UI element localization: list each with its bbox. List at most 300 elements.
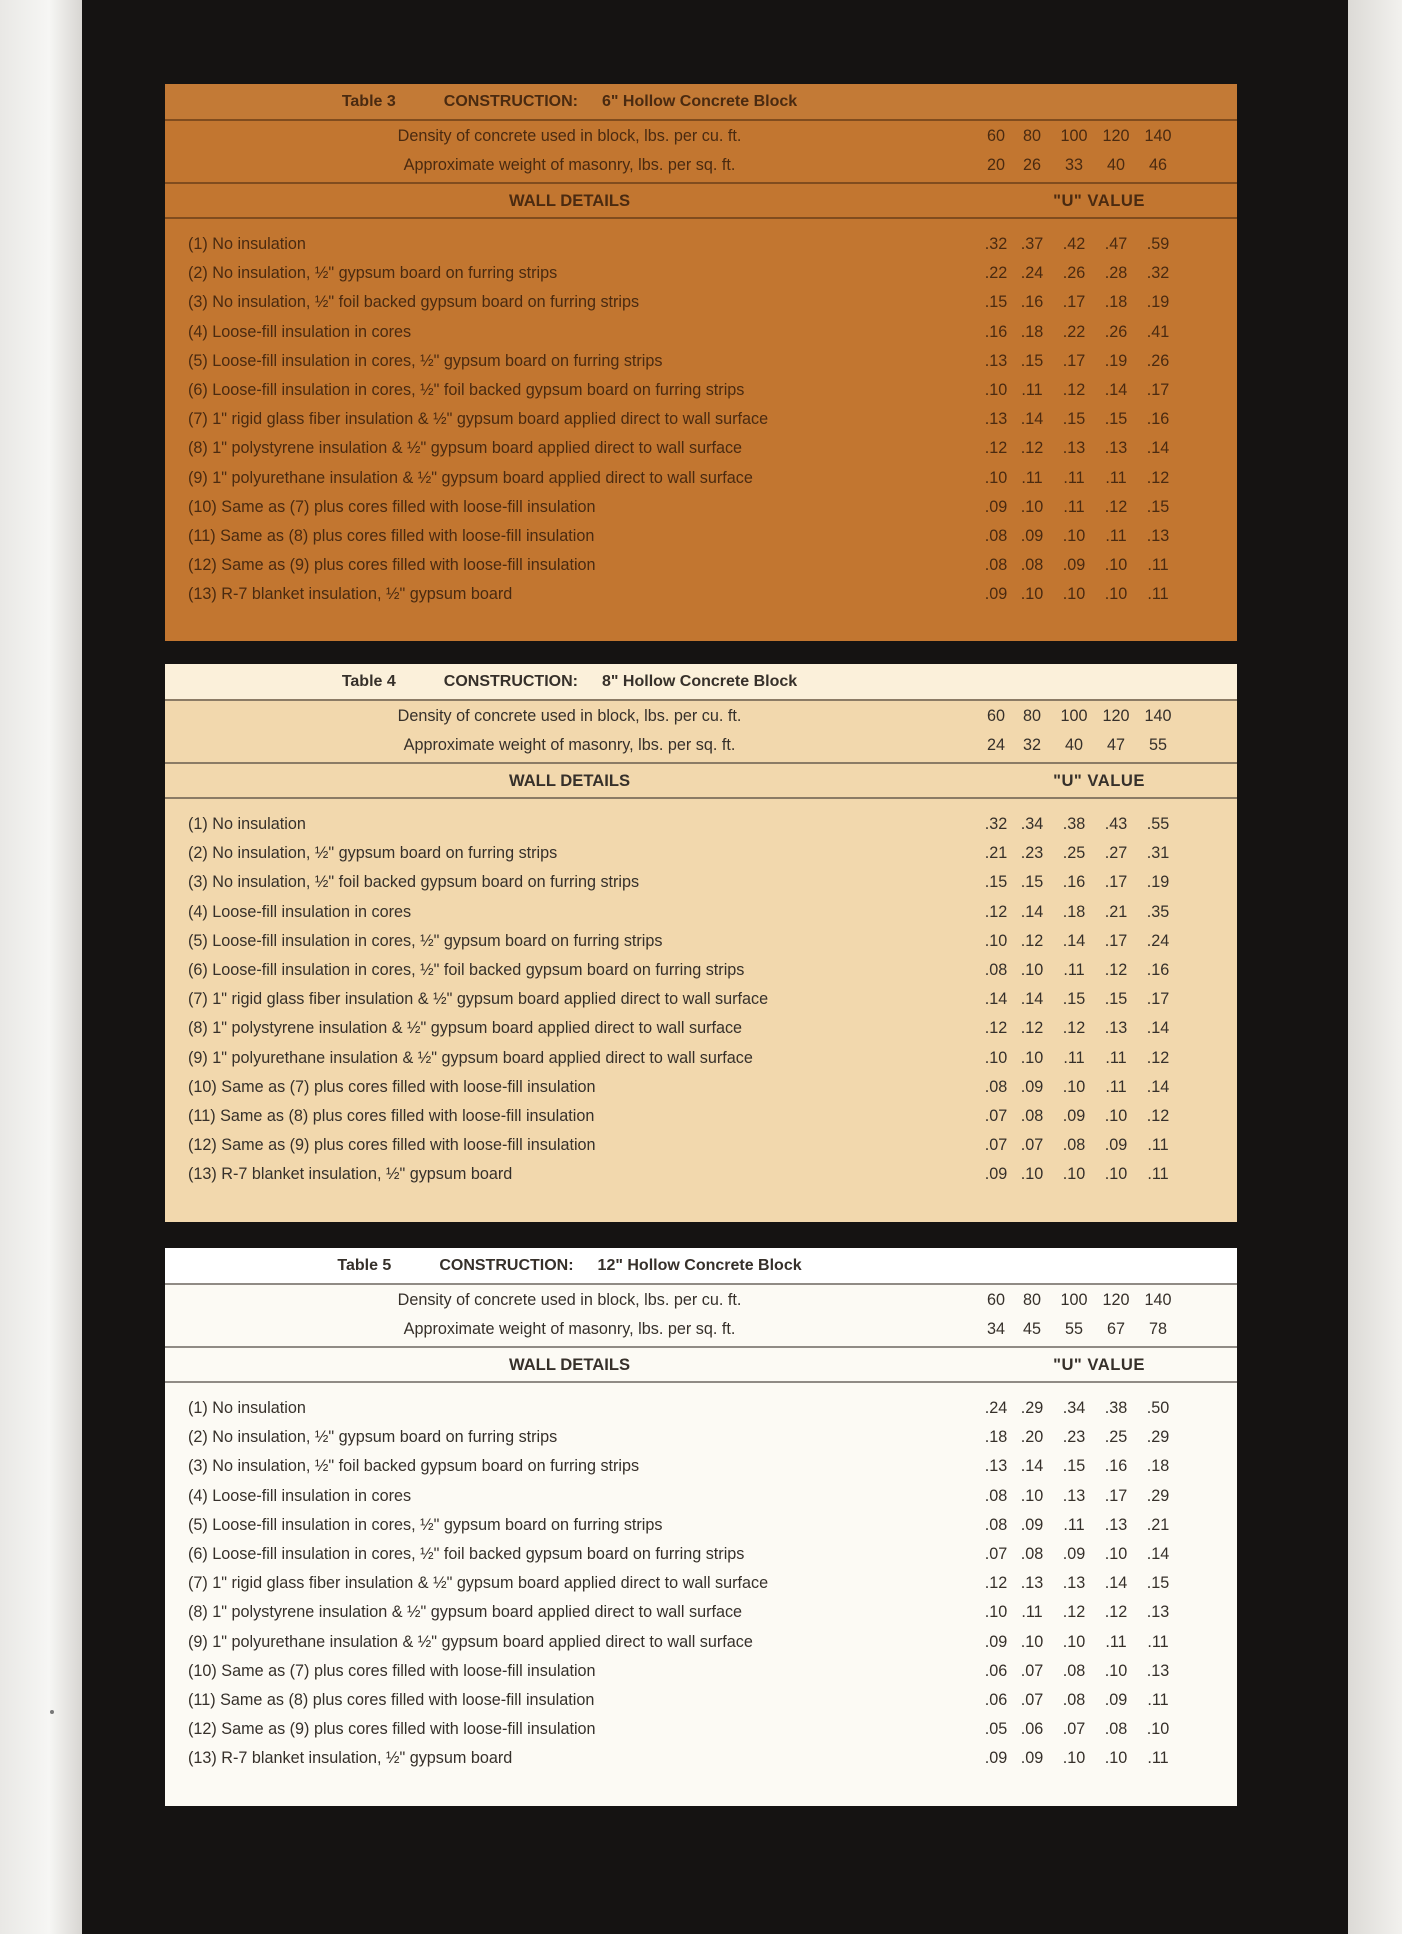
- table-5-panel: [165, 1248, 1237, 1806]
- u-value: .09: [1104, 1690, 1128, 1709]
- u-value: .08: [1062, 1136, 1086, 1155]
- table-number: Table 4: [341, 672, 396, 690]
- weight-label: Approximate weight of masonry, lbs. per sq. ft.: [403, 736, 736, 754]
- u-value: .14: [1104, 380, 1128, 399]
- u-value: .18: [1062, 902, 1086, 921]
- u-value: .18: [1104, 293, 1128, 312]
- u-value: .10: [984, 1048, 1008, 1067]
- u-value: .09: [984, 1632, 1008, 1651]
- table-row: [165, 985, 1237, 1014]
- table-row: [165, 1715, 1237, 1744]
- density-value: 120: [1102, 1291, 1130, 1309]
- density-value: 140: [1144, 127, 1172, 145]
- u-value: .43: [1104, 815, 1128, 833]
- wall-detail: (8) 1" polystyrene insulation & ½" gypsum board applied direct to wall surface: [188, 439, 743, 458]
- u-value: .12: [1062, 1019, 1086, 1038]
- u-value: .08: [984, 1486, 1008, 1505]
- wall-detail: (5) Loose-fill insulation in cores, ½" gypsum board on furring strips: [188, 1515, 663, 1534]
- wall-detail: (6) Loose-fill insulation in cores, ½" foil backed gypsum board on furring strips: [188, 1544, 745, 1563]
- u-value: .37: [1020, 235, 1044, 253]
- table-header-band: [165, 84, 1237, 119]
- u-value: .12: [1104, 497, 1128, 516]
- u-value: .59: [1146, 235, 1170, 253]
- left-page-margin: [0, 0, 82, 1934]
- u-value: .14: [1020, 990, 1044, 1009]
- wall-details-heading: WALL DETAILS: [508, 771, 631, 790]
- table-row: [165, 230, 1237, 259]
- u-value: .06: [1020, 1720, 1044, 1739]
- u-value: .10: [1104, 1106, 1128, 1125]
- u-value: .38: [1104, 1399, 1128, 1417]
- u-value: .07: [984, 1106, 1008, 1125]
- wall-detail: (2) No insulation, ½" gypsum board on furring strips: [188, 264, 558, 283]
- u-value: .35: [1146, 902, 1170, 921]
- u-value: .09: [984, 585, 1008, 604]
- table-row: [165, 288, 1237, 317]
- u-value: .20: [1020, 1428, 1044, 1447]
- wall-detail: (12) Same as (9) plus cores filled with loose-fill insulation: [188, 1136, 596, 1155]
- u-value: .32: [984, 235, 1008, 253]
- wall-detail: (2) No insulation, ½" gypsum board on furring strips: [188, 1428, 558, 1447]
- divider: [165, 1346, 1237, 1348]
- u-value: .23: [1020, 844, 1044, 863]
- density-value: 100: [1060, 707, 1088, 725]
- density-value: 120: [1102, 707, 1130, 725]
- wall-detail: (10) Same as (7) plus cores filled with loose-fill insulation: [188, 1661, 596, 1680]
- wall-detail: (6) Loose-fill insulation in cores, ½" foil backed gypsum board on furring strips: [188, 960, 745, 979]
- u-value: .16: [1146, 410, 1170, 429]
- u-value: .11: [1147, 1749, 1169, 1768]
- u-value: .24: [984, 1399, 1008, 1417]
- table-row: [165, 1482, 1237, 1511]
- u-value: .08: [1020, 1544, 1044, 1563]
- density-value: 140: [1144, 707, 1172, 725]
- wall-detail: (7) 1" rigid glass fiber insulation & ½" gypsum board applied direct to wall surface: [188, 410, 769, 429]
- table-row: [165, 1394, 1237, 1423]
- u-value: .42: [1062, 235, 1086, 253]
- u-value: .16: [1062, 873, 1086, 892]
- wall-detail: (13) R-7 blanket insulation, ½" gypsum board: [188, 585, 513, 604]
- density-label: Density of concrete used in block, lbs. per cu. ft.: [397, 707, 742, 725]
- u-value: .11: [1021, 380, 1043, 399]
- weight-value: 67: [1106, 1320, 1125, 1338]
- table-row: [165, 868, 1237, 897]
- u-value: .12: [1020, 439, 1044, 458]
- u-value: .14: [1020, 902, 1044, 921]
- u-value: .10: [984, 1603, 1008, 1622]
- weight-row: [165, 1315, 1237, 1344]
- table-row: [165, 1423, 1237, 1452]
- u-value: .10: [1104, 1165, 1128, 1184]
- weight-label: Approximate weight of masonry, lbs. per sq. ft.: [403, 1320, 736, 1338]
- u-value: .12: [1104, 960, 1128, 979]
- u-value: .13: [1104, 439, 1128, 458]
- density-value: 120: [1102, 127, 1130, 145]
- weight-value: 45: [1022, 1320, 1041, 1338]
- density-values: [981, 122, 1179, 151]
- u-value: .12: [1020, 1019, 1044, 1038]
- u-value: .24: [1020, 264, 1044, 283]
- construction-value: 12" Hollow Concrete Block: [597, 1256, 802, 1274]
- table-row: [165, 1014, 1237, 1043]
- u-value: .12: [1104, 1603, 1128, 1622]
- u-value: .16: [1020, 293, 1044, 312]
- u-value: .10: [1104, 556, 1128, 575]
- wall-detail: (9) 1" polyurethane insulation & ½" gypsum board applied direct to wall surface: [188, 1048, 753, 1067]
- u-value: .15: [1062, 990, 1086, 1009]
- u-value: .25: [1062, 844, 1086, 863]
- u-value: .16: [1146, 960, 1170, 979]
- u-value: .06: [984, 1661, 1008, 1680]
- wall-detail: (13) R-7 blanket insulation, ½" gypsum board: [188, 1165, 513, 1184]
- u-value: .34: [1020, 815, 1044, 833]
- density-row: [165, 122, 1237, 151]
- table-row: [165, 318, 1237, 347]
- u-value: .12: [984, 1574, 1008, 1593]
- u-value: .09: [1020, 1077, 1044, 1096]
- u-value: .11: [1063, 1515, 1085, 1534]
- u-value: .07: [984, 1136, 1008, 1155]
- u-value: .29: [1146, 1428, 1170, 1447]
- u-value: .17: [1104, 931, 1128, 950]
- table-row: [165, 1073, 1237, 1102]
- u-value: .10: [1020, 585, 1044, 604]
- u-value: .10: [1146, 1720, 1170, 1739]
- u-value: .11: [1063, 1048, 1085, 1067]
- u-value: .10: [984, 931, 1008, 950]
- u-value: .13: [984, 1457, 1008, 1476]
- density-row: [165, 702, 1237, 731]
- u-value: .09: [1062, 1544, 1086, 1563]
- u-value: .11: [1147, 1136, 1169, 1155]
- section-header: [165, 185, 1237, 216]
- u-value: .16: [1104, 1457, 1128, 1476]
- u-value: .13: [1062, 439, 1086, 458]
- density-label: Density of concrete used in block, lbs. per cu. ft.: [397, 1291, 742, 1309]
- wall-detail: (9) 1" polyurethane insulation & ½" gypsum board applied direct to wall surface: [188, 468, 753, 487]
- section-header: [165, 1349, 1237, 1380]
- u-value: .13: [1146, 1661, 1170, 1680]
- u-value: .26: [1062, 264, 1086, 283]
- weight-value: 55: [1148, 736, 1167, 754]
- wall-detail: (2) No insulation, ½" gypsum board on furring strips: [188, 844, 558, 863]
- u-value: .09: [1020, 1749, 1044, 1768]
- wall-detail: (10) Same as (7) plus cores filled with loose-fill insulation: [188, 497, 596, 516]
- u-value: .10: [1104, 1749, 1128, 1768]
- wall-detail: (3) No insulation, ½" foil backed gypsum board on furring strips: [188, 873, 640, 892]
- u-value: .29: [1020, 1399, 1044, 1417]
- table-row: [165, 898, 1237, 927]
- u-value: .07: [1062, 1720, 1086, 1739]
- u-value: .12: [1020, 931, 1044, 950]
- u-value: .15: [984, 293, 1008, 312]
- u-value: .07: [1020, 1690, 1044, 1709]
- weight-value: 26: [1022, 156, 1041, 174]
- wall-detail: (4) Loose-fill insulation in cores: [188, 1486, 412, 1505]
- u-value: .19: [1104, 351, 1128, 370]
- u-value: .16: [984, 322, 1008, 341]
- u-value: .23: [1062, 1428, 1086, 1447]
- table-row: [165, 1686, 1237, 1715]
- divider: [165, 797, 1237, 799]
- wall-detail: (8) 1" polystyrene insulation & ½" gypsum board applied direct to wall surface: [188, 1019, 743, 1038]
- table-row: [165, 522, 1237, 551]
- u-value: .55: [1146, 815, 1170, 833]
- u-value: .15: [1062, 1457, 1086, 1476]
- table-body: [165, 810, 1237, 1189]
- u-value: .08: [1062, 1661, 1086, 1680]
- wall-detail: (5) Loose-fill insulation in cores, ½" gypsum board on furring strips: [188, 931, 663, 950]
- u-value: .38: [1062, 815, 1086, 833]
- u-value: .32: [984, 815, 1008, 833]
- u-value: .10: [1062, 1165, 1086, 1184]
- weight-value: 34: [986, 1320, 1005, 1338]
- u-value: .13: [1104, 1019, 1128, 1038]
- table-row: [165, 1657, 1237, 1686]
- u-value: .08: [984, 1515, 1008, 1534]
- u-value: .15: [1104, 990, 1128, 1009]
- u-value: .15: [1146, 497, 1170, 516]
- table-row: [165, 259, 1237, 288]
- u-value: .15: [1104, 410, 1128, 429]
- u-value: .11: [1105, 1077, 1127, 1096]
- weight-values: [981, 731, 1179, 760]
- density-value: 100: [1060, 127, 1088, 145]
- wall-detail: (3) No insulation, ½" foil backed gypsum board on furring strips: [188, 1457, 640, 1476]
- u-value: .12: [1062, 380, 1086, 399]
- u-value: .14: [1146, 1019, 1170, 1038]
- u-value: .11: [1147, 1690, 1169, 1709]
- table-row: [165, 956, 1237, 985]
- u-value: .08: [984, 960, 1008, 979]
- u-value: .26: [1104, 322, 1128, 341]
- construction-label: CONSTRUCTION:: [443, 672, 578, 690]
- table-row: [165, 1044, 1237, 1073]
- u-value: .10: [1104, 1544, 1128, 1563]
- u-value: .24: [1146, 931, 1170, 950]
- density-value: 100: [1060, 1291, 1088, 1309]
- u-value: .17: [1062, 351, 1086, 370]
- wall-detail: (1) No insulation: [188, 815, 306, 833]
- table-row: [165, 927, 1237, 956]
- wall-detail: (3) No insulation, ½" foil backed gypsum board on furring strips: [188, 293, 640, 312]
- u-value: .10: [1062, 526, 1086, 545]
- u-value: .34: [1062, 1399, 1086, 1417]
- wall-details-heading: WALL DETAILS: [508, 1355, 631, 1374]
- u-value: .11: [1021, 468, 1043, 487]
- right-page-margin: [1348, 0, 1402, 1934]
- u-value: .15: [1020, 873, 1044, 892]
- table-title: [165, 664, 974, 699]
- u-value: .09: [1020, 526, 1044, 545]
- u-value: .27: [1104, 844, 1128, 863]
- weight-values: [981, 1315, 1179, 1344]
- dust-speck: [50, 1710, 54, 1714]
- u-value: .14: [1146, 1077, 1170, 1096]
- u-value: .14: [984, 990, 1008, 1009]
- u-value: .11: [1021, 1603, 1043, 1622]
- weight-row: [165, 731, 1237, 760]
- u-value: .21: [1104, 902, 1128, 921]
- u-value: .10: [1020, 960, 1044, 979]
- u-value: .18: [1020, 322, 1044, 341]
- u-value: .10: [984, 380, 1008, 399]
- u-value: .14: [1020, 1457, 1044, 1476]
- u-value: .11: [1147, 585, 1169, 604]
- u-value: .07: [1020, 1661, 1044, 1680]
- construction-label: CONSTRUCTION:: [439, 1256, 574, 1274]
- u-value: .11: [1105, 1632, 1127, 1651]
- weight-value: 40: [1106, 156, 1125, 174]
- u-value-heading: "U" VALUE: [1053, 771, 1145, 790]
- u-value: .13: [1062, 1574, 1086, 1593]
- weight-value: 32: [1022, 736, 1041, 754]
- table-row: [165, 434, 1237, 463]
- table-row: [165, 810, 1237, 839]
- u-value: .29: [1146, 1486, 1170, 1505]
- u-value: .08: [1020, 1106, 1044, 1125]
- u-value: .17: [1146, 990, 1170, 1009]
- u-value: .09: [1062, 556, 1086, 575]
- u-value: .11: [1105, 468, 1127, 487]
- u-value: .10: [1020, 1165, 1044, 1184]
- weight-value: 47: [1106, 736, 1125, 754]
- u-value: .07: [1020, 1136, 1044, 1155]
- u-value: .17: [1104, 873, 1128, 892]
- u-value: .13: [1104, 1515, 1128, 1534]
- u-value: .32: [1146, 264, 1170, 283]
- table-header-band: [165, 1248, 1237, 1283]
- u-value: .12: [1146, 1048, 1170, 1067]
- u-value: .11: [1147, 556, 1169, 575]
- construction-value: 8" Hollow Concrete Block: [601, 672, 798, 690]
- section-header: [165, 765, 1237, 796]
- u-value: .11: [1105, 526, 1127, 545]
- u-value: .10: [1062, 585, 1086, 604]
- wall-detail: (8) 1" polystyrene insulation & ½" gypsum board applied direct to wall surface: [188, 1603, 743, 1622]
- table-number: Table 5: [337, 1256, 392, 1274]
- u-value: .08: [1062, 1690, 1086, 1709]
- u-value: .12: [984, 902, 1008, 921]
- divider: [165, 1381, 1237, 1383]
- table-title: [165, 84, 974, 119]
- weight-row: [165, 151, 1237, 180]
- u-value-heading: "U" VALUE: [1053, 191, 1145, 210]
- u-value-heading: "U" VALUE: [1053, 1355, 1145, 1374]
- wall-detail: (11) Same as (8) plus cores filled with loose-fill insulation: [188, 1690, 595, 1709]
- u-value: .09: [984, 1165, 1008, 1184]
- u-value: .10: [1104, 1661, 1128, 1680]
- wall-detail: (4) Loose-fill insulation in cores: [188, 322, 412, 341]
- u-value: .41: [1146, 322, 1170, 341]
- u-value: .19: [1146, 873, 1170, 892]
- table-body: [165, 230, 1237, 609]
- u-value: .21: [984, 844, 1008, 863]
- u-value: .50: [1146, 1399, 1170, 1417]
- u-value: .09: [1062, 1106, 1086, 1125]
- density-value: 60: [986, 127, 1005, 145]
- u-value: .17: [1104, 1486, 1128, 1505]
- density-row: [165, 1286, 1237, 1315]
- u-value: .15: [1062, 410, 1086, 429]
- table-body: [165, 1394, 1237, 1773]
- u-value: .11: [1063, 468, 1085, 487]
- table-row: [165, 493, 1237, 522]
- u-value: .19: [1146, 293, 1170, 312]
- u-value: .14: [1146, 439, 1170, 458]
- wall-detail: (10) Same as (7) plus cores filled with loose-fill insulation: [188, 1077, 596, 1096]
- wall-detail: (7) 1" rigid glass fiber insulation & ½" gypsum board applied direct to wall surface: [188, 1574, 769, 1593]
- table-4-panel: [165, 664, 1237, 1222]
- u-value: .07: [984, 1544, 1008, 1563]
- u-value: .11: [1105, 1048, 1127, 1067]
- u-value: .09: [1020, 1515, 1044, 1534]
- u-value: .14: [1146, 1544, 1170, 1563]
- u-value: .15: [984, 873, 1008, 892]
- u-value: .17: [1062, 293, 1086, 312]
- wall-detail: (1) No insulation: [188, 1399, 306, 1417]
- density-value: 60: [986, 707, 1005, 725]
- wall-detail: (4) Loose-fill insulation in cores: [188, 902, 412, 921]
- table-row: [165, 551, 1237, 580]
- u-value: .09: [984, 497, 1008, 516]
- table-row: [165, 405, 1237, 434]
- u-value: .21: [1146, 1515, 1170, 1534]
- density-value: 80: [1022, 1291, 1041, 1309]
- table-3-panel: [165, 84, 1237, 641]
- u-value: .18: [1146, 1457, 1170, 1476]
- divider: [165, 1283, 1237, 1285]
- wall-detail: (13) R-7 blanket insulation, ½" gypsum board: [188, 1749, 513, 1768]
- weight-values: [981, 151, 1179, 180]
- table-row: [165, 376, 1237, 405]
- divider: [165, 217, 1237, 219]
- u-value: .09: [984, 1749, 1008, 1768]
- u-value: .22: [1062, 322, 1086, 341]
- u-value: .10: [1020, 1048, 1044, 1067]
- table-title: [165, 1248, 974, 1283]
- table-row: [165, 1569, 1237, 1598]
- u-value: .14: [1062, 931, 1086, 950]
- wall-detail: (5) Loose-fill insulation in cores, ½" gypsum board on furring strips: [188, 351, 663, 370]
- table-row: [165, 464, 1237, 493]
- table-number: Table 3: [341, 92, 396, 110]
- u-value: .10: [1062, 1632, 1086, 1651]
- table-row: [165, 1744, 1237, 1773]
- divider: [165, 762, 1237, 764]
- u-value: .28: [1104, 264, 1128, 283]
- table-row: [165, 1511, 1237, 1540]
- weight-value: 78: [1148, 1320, 1167, 1338]
- u-value: .10: [1020, 1632, 1044, 1651]
- construction-value: 6" Hollow Concrete Block: [601, 92, 798, 110]
- density-value: 80: [1022, 707, 1041, 725]
- u-value: .26: [1146, 351, 1170, 370]
- u-value: .15: [1020, 351, 1044, 370]
- table-row: [165, 347, 1237, 376]
- u-value: .10: [1104, 585, 1128, 604]
- table-row: [165, 1160, 1237, 1189]
- table-row: [165, 1102, 1237, 1131]
- density-values: [981, 702, 1179, 731]
- u-value: .25: [1104, 1428, 1128, 1447]
- u-value: .12: [1146, 1106, 1170, 1125]
- divider: [165, 119, 1237, 121]
- weight-value: 33: [1064, 156, 1083, 174]
- table-row: [165, 580, 1237, 609]
- weight-value: 20: [986, 156, 1005, 174]
- wall-detail: (12) Same as (9) plus cores filled with loose-fill insulation: [188, 1720, 596, 1739]
